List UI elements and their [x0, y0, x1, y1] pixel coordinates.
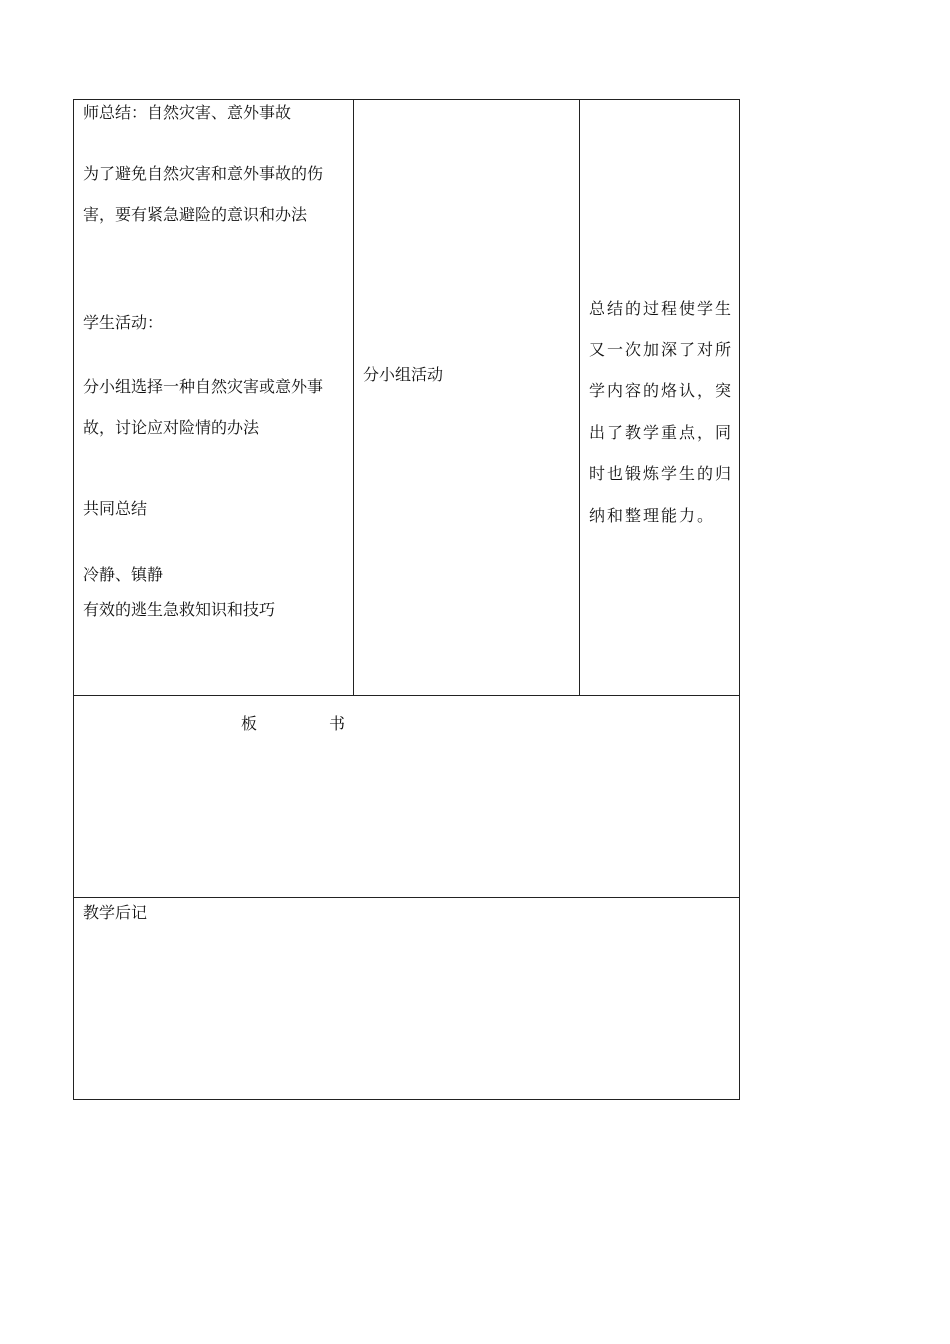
- board-label-char-1: 板: [241, 714, 258, 733]
- group-task-line-2: 故，讨论应对险情的办法: [83, 418, 260, 437]
- column-divider-1: [353, 99, 354, 696]
- row-divider-2: [73, 897, 740, 898]
- design-intent-line-4: 出了教学重点，同: [589, 423, 734, 442]
- design-intent-line-1: 总结的过程使学生: [589, 299, 734, 318]
- escape-knowledge-line: 有效的逃生急救知识和技巧: [83, 600, 276, 619]
- design-intent-line-2: 又一次加深了对所: [589, 340, 734, 359]
- teacher-summary-line: 师总结：自然灾害、意外事故: [83, 103, 292, 122]
- group-activity-text: 分小组活动: [363, 365, 444, 384]
- student-activity-heading: 学生活动：: [83, 313, 164, 332]
- design-intent-line-6: 纳和整理能力。: [589, 506, 716, 525]
- calm-line: 冷静、镇静: [83, 565, 164, 584]
- avoid-disaster-line-1: 为了避免自然灾害和意外事故的伤: [83, 164, 324, 183]
- design-intent-line-5: 时也锻炼学生的归: [589, 464, 734, 483]
- joint-summary-heading: 共同总结: [83, 499, 148, 518]
- group-task-line-1: 分小组选择一种自然灾害或意外事: [83, 377, 324, 396]
- teaching-notes-label: 教学后记: [83, 903, 148, 922]
- column-divider-2: [579, 99, 580, 696]
- row-divider-1: [73, 695, 740, 696]
- design-intent-line-3: 学内容的烙认，突: [589, 381, 734, 400]
- board-label-char-2: 书: [329, 714, 346, 733]
- avoid-disaster-line-2: 害，要有紧急避险的意识和办法: [83, 205, 308, 224]
